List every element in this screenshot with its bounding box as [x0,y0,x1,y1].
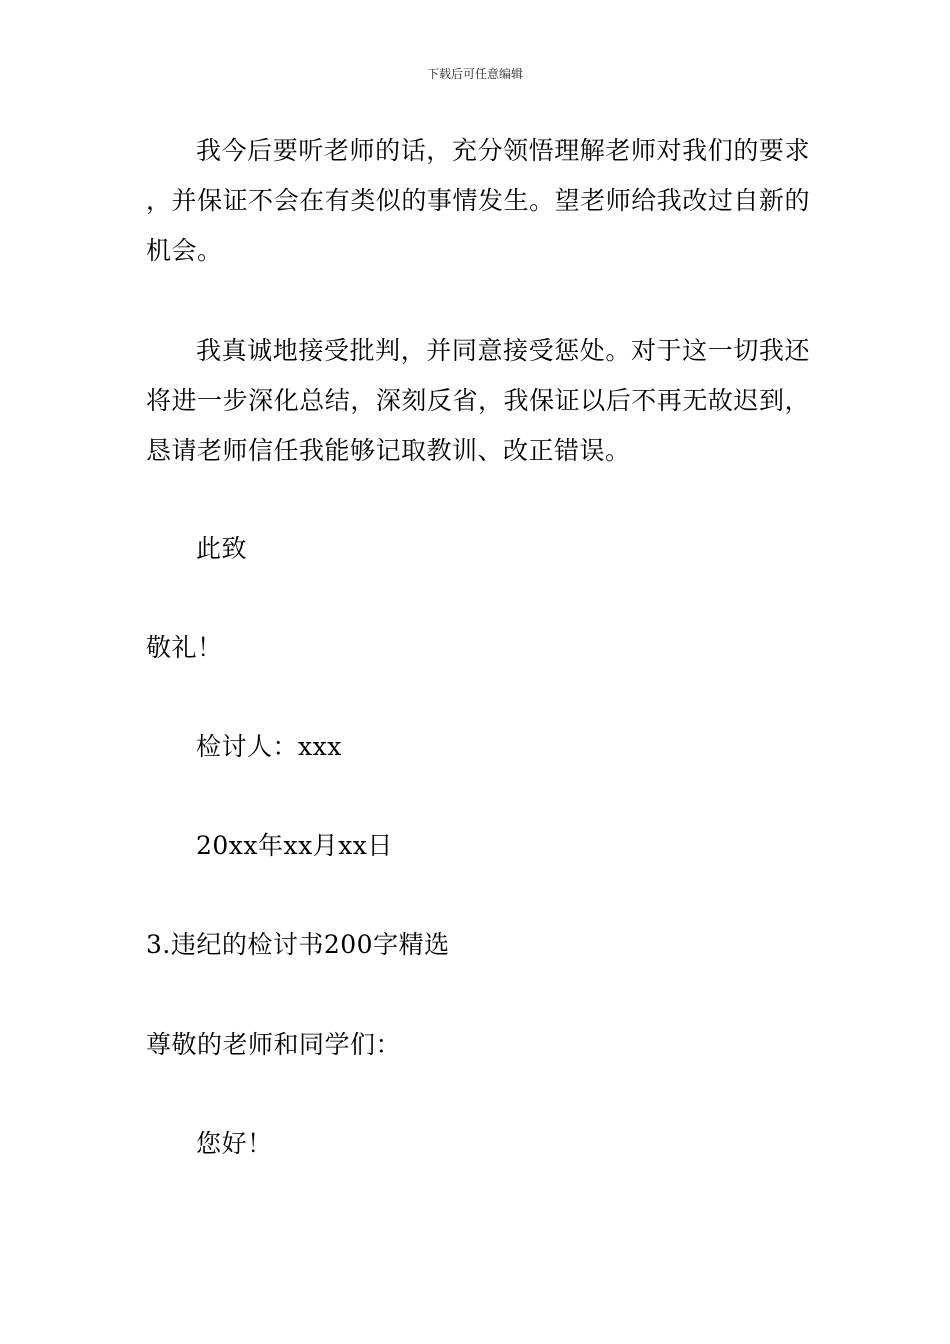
salutation-text: 尊敬的老师和同学们： [146,1030,402,1059]
section-title-text: 3.违纪的检讨书200字精选 [146,930,450,959]
header-note: 下载后可任意编辑 [426,67,523,81]
date-line [146,821,810,871]
greeting-text: 您好！ [196,1129,273,1158]
greeting-line [146,1119,810,1169]
closing-salute: 敬礼！ [146,633,223,662]
paragraph-text: 我真诚地接受批判，并同意接受惩处。对于这一切我还将进一步深化总结，深刻反省，我保证以后不再无故迟到，恳请老师信任我能够记取教训、改正错误。 [146,336,810,465]
salutation-line [146,1020,810,1070]
paragraph-text: 我今后要听老师的话，充分领悟理解老师对我们的要求，并保证不会在有类似的事情发生。望老师给我改过自新的机会。 [146,136,810,265]
paragraph-pledge [146,126,810,276]
closing-line-2 [146,623,810,673]
paragraph-acceptance [146,326,810,476]
closing-line-1 [146,524,810,574]
closing-text: 此致 [196,534,248,563]
section-title [146,920,810,970]
date-text: 20xx年xx月xx日 [196,831,393,860]
signer-text: 检讨人：xxx [196,732,342,761]
signer-line [146,722,810,772]
